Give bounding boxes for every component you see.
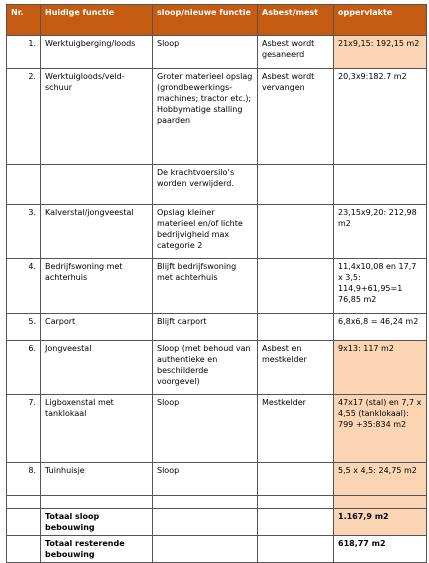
cell-nr: 6.: [7, 341, 41, 395]
cell-asbest-mest: Asbest wordt gesaneerd: [258, 36, 334, 69]
cell-huidige-functie: Tuinhuisje: [41, 463, 153, 496]
table-row: [7, 36, 427, 69]
totaal-sloop-row: [7, 509, 427, 536]
table-row: [7, 463, 427, 496]
cell-huidige-functie: Werktuigberging/loods: [41, 36, 153, 69]
header-oppervlakte: oppervlakte: [334, 5, 427, 36]
cell-huidige-functie: Carport: [41, 314, 153, 341]
cell-oppervlakte: 23,15x9,20: 212,98 m2: [334, 205, 427, 259]
cell-oppervlakte: 11,4x10,08 en 17,7 x 3,5: 114,9+61,95=1 76,85 m2: [334, 259, 427, 314]
cell-oppervlakte: 21x9,15: 192,15 m2: [334, 36, 427, 69]
cell-huidige-functie: Kalverstal/jongveestal: [41, 205, 153, 259]
cell-oppervlakte: [334, 496, 427, 509]
cell-oppervlakte: 6,8x6,8 = 46,24 m2: [334, 314, 427, 341]
cell-asbest-mest: [258, 509, 334, 536]
cell-sloop-functie: [153, 496, 258, 509]
cell-asbest-mest: Asbest en mestkelder: [258, 341, 334, 395]
header-huidige-functie: Huidige functie: [41, 5, 153, 36]
table-row: [7, 314, 427, 341]
cell-nr: 2.: [7, 69, 41, 165]
cell-sloop-functie: [153, 536, 258, 563]
table-row: [7, 69, 427, 165]
cell-asbest-mest: [258, 205, 334, 259]
cell-oppervlakte: [334, 165, 427, 205]
cell-nr: 5.: [7, 314, 41, 341]
cell-nr: 3.: [7, 205, 41, 259]
cell-huidige-functie: Werktuigloods/veld-schuur: [41, 69, 153, 165]
cell-oppervlakte: 5,5 x 4,5: 24,75 m2: [334, 463, 427, 496]
cell-sloop-functie: De krachtvoersilo’s worden verwijderd.: [153, 165, 258, 205]
cell-asbest-mest: [258, 165, 334, 205]
cell-asbest-mest: [258, 259, 334, 314]
buildings-table: [6, 4, 427, 563]
totaal-resterend-row: [7, 536, 427, 563]
cell-nr: 8.: [7, 463, 41, 496]
table-row: [7, 205, 427, 259]
header-nr: Nr.: [7, 5, 41, 36]
cell-huidige-functie: Ligboxenstal met tanklokaal: [41, 395, 153, 463]
header-asbest-mest: Asbest/mest: [258, 5, 334, 36]
cell-oppervlakte: 47x17 (stal) en 7,7 x 4,55 (tanklokaal): 799 +35:834 m2: [334, 395, 427, 463]
table-header-row: [7, 5, 427, 36]
totaal-resterend-label: Totaal resterende bebouwing: [41, 536, 153, 563]
cell-huidige-functie: Jongveestal: [41, 341, 153, 395]
cell-asbest-mest: [258, 314, 334, 341]
cell-asbest-mest: [258, 463, 334, 496]
cell-sloop-functie: [153, 509, 258, 536]
cell-nr: [7, 165, 41, 205]
cell-huidige-functie: Bedrijfswoning met achterhuis: [41, 259, 153, 314]
cell-asbest-mest: [258, 496, 334, 509]
cell-asbest-mest: Mestkelder: [258, 395, 334, 463]
cell-huidige-functie: [41, 165, 153, 205]
table-row: [7, 259, 427, 314]
cell-nr: 4.: [7, 259, 41, 314]
cell-nr: 1.: [7, 36, 41, 69]
cell-sloop-functie: Sloop (met behoud van authentieke en beschilderde voorgevel): [153, 341, 258, 395]
cell-nr: 7.: [7, 395, 41, 463]
cell-nr: [7, 509, 41, 536]
table-row: [7, 165, 427, 205]
cell-sloop-functie: Opslag kleiner materieel en/of lichte bedrijvigheid max categorie 2: [153, 205, 258, 259]
cell-oppervlakte: 9x13: 117 m2: [334, 341, 427, 395]
cell-nr: [7, 536, 41, 563]
header-sloop-nieuwe-functie: sloop/nieuwe functie: [153, 5, 258, 36]
totaal-resterend-value: 618,77 m2: [334, 536, 427, 563]
totaal-sloop-label: Totaal sloop bebouwing: [41, 509, 153, 536]
table-row: [7, 496, 427, 509]
cell-nr: [7, 496, 41, 509]
cell-sloop-functie: Sloop: [153, 463, 258, 496]
cell-oppervlakte: 20,3x9:182.7 m2: [334, 69, 427, 165]
cell-asbest-mest: [258, 536, 334, 563]
cell-asbest-mest: Asbest wordt vervangen: [258, 69, 334, 165]
cell-sloop-functie: Blijft bedrijfswoning met achterhuis: [153, 259, 258, 314]
table-row: [7, 395, 427, 463]
cell-sloop-functie: Blijft carport: [153, 314, 258, 341]
cell-sloop-functie: Sloop: [153, 36, 258, 69]
totaal-sloop-value: 1.167,9 m2: [334, 509, 427, 536]
cell-sloop-functie: Sloop: [153, 395, 258, 463]
cell-huidige-functie: [41, 496, 153, 509]
table-row: [7, 341, 427, 395]
cell-sloop-functie: Groter materieel opslag (grondbewerkings-machines; tractor etc.); Hobbymatige stalling paarden: [153, 69, 258, 165]
